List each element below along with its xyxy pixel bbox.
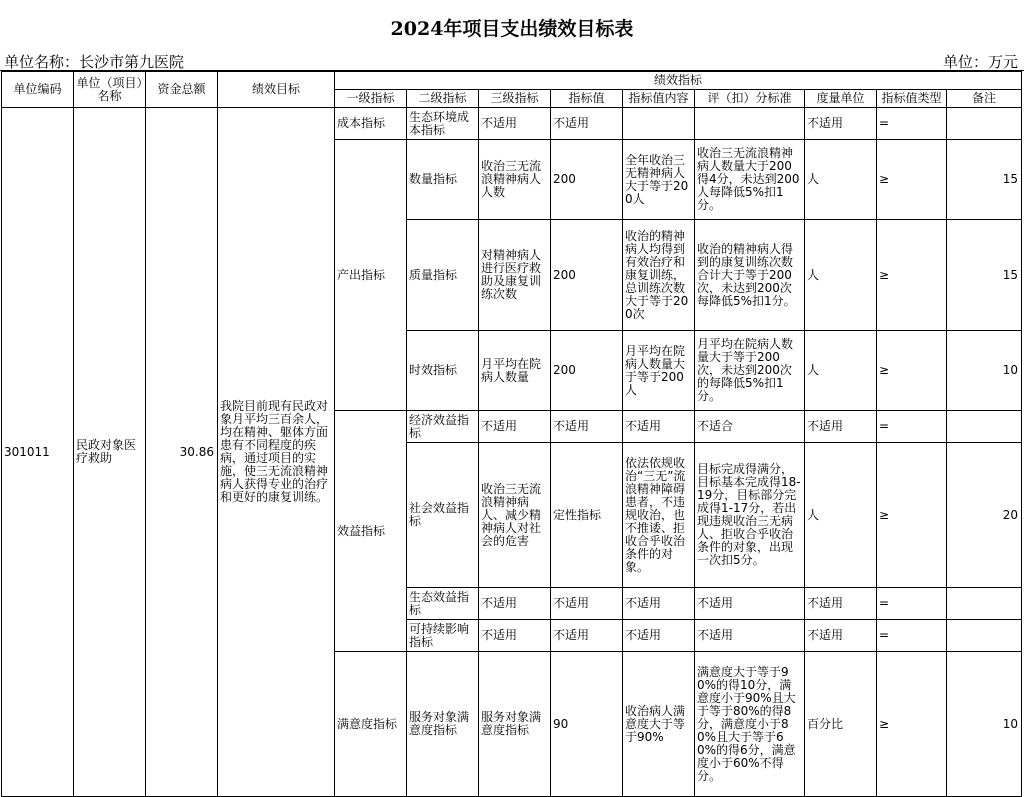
perf-goal-cell: 我院目前现有民政对象月平均三百余人，均在精神、躯体方面患有不同程度的疾病，通过项目的实施，使三无流浪精神病人获得专业的治疗和更好的康复训练。 (218, 108, 335, 797)
level3-cell: 不适用 (479, 588, 551, 620)
header-note: 备注 (947, 90, 1022, 108)
level2-cell: 可持续影响指标 (407, 620, 479, 652)
value-cell: 定性指标 (551, 443, 623, 588)
value-type-cell: ≥ (877, 331, 947, 411)
value-cell: 90 (551, 652, 623, 797)
value-cell: 不适用 (551, 588, 623, 620)
header-row-1 (2, 72, 1022, 90)
value-cell: 不适用 (551, 108, 623, 140)
note-cell: 15 (947, 140, 1022, 220)
level3-cell: 不适用 (479, 108, 551, 140)
measure-unit-cell: 百分比 (805, 652, 877, 797)
level3-cell: 不适用 (479, 620, 551, 652)
content-cell (623, 108, 695, 140)
level3-cell: 不适用 (479, 411, 551, 443)
level2-cell: 经济效益指标 (407, 411, 479, 443)
table-row (2, 108, 1022, 140)
measure-unit-cell: 人 (805, 443, 877, 588)
level2-cell: 服务对象满意度指标 (407, 652, 479, 797)
header-level2: 二级指标 (407, 90, 479, 108)
performance-table (1, 71, 1022, 797)
scoring-cell (695, 108, 805, 140)
header-content: 指标值内容 (623, 90, 695, 108)
measure-unit-cell: 人 (805, 140, 877, 220)
note-cell: 10 (947, 331, 1022, 411)
header-measure-unit: 度量单位 (805, 90, 877, 108)
scoring-cell: 不适合 (695, 411, 805, 443)
value-type-cell: ≥ (877, 652, 947, 797)
value-type-cell: ≥ (877, 140, 947, 220)
header-value: 指标值 (551, 90, 623, 108)
measure-unit-cell: 人 (805, 331, 877, 411)
scoring-cell: 收治三无流浪精神病人数量大于200得4分，未达到200人每降低5%扣1分。 (695, 140, 805, 220)
content-cell: 不适用 (623, 411, 695, 443)
scoring-cell: 收治的精神病人得到的康复训练次数合计大于等于200次，未达到200次每降低5%扣1分。 (695, 220, 805, 331)
value-type-cell: = (877, 588, 947, 620)
header-scoring: 评（扣）分标准 (695, 90, 805, 108)
content-cell: 依法依规收治“三无”流浪精神障碍患者，不违规收治，也不推诿、拒收合乎收治条件的对象。 (623, 443, 695, 588)
content-cell: 不适用 (623, 588, 695, 620)
content-cell: 不适用 (623, 620, 695, 652)
measure-unit-cell: 不适用 (805, 411, 877, 443)
value-cell: 不适用 (551, 620, 623, 652)
level3-cell: 对精神病人进行医疗救助及康复训练次数 (479, 220, 551, 331)
header-level3: 三级指标 (479, 90, 551, 108)
scoring-cell: 满意度大于等于90%的得10分，满意度小于90%且大于等于80%的得8分，满意度小于80%且大于等于60%的得6分，满意度小于60%不得分。 (695, 652, 805, 797)
level2-cell: 数量指标 (407, 140, 479, 220)
level1-benefit: 效益指标 (335, 411, 407, 652)
unit-name: 单位名称：长沙市第九医院 (4, 53, 185, 71)
value-cell: 200 (551, 220, 623, 331)
note-cell: 10 (947, 652, 1022, 797)
header-total-funds: 资金总额 (146, 72, 218, 108)
level2-cell: 时效指标 (407, 331, 479, 411)
measure-unit-cell: 不适用 (805, 588, 877, 620)
total-funds-cell: 30.86 (146, 108, 218, 797)
level3-cell: 收治三无流浪精神病人人数 (479, 140, 551, 220)
header-perf-indicators: 绩效指标 (335, 72, 1022, 90)
scoring-cell: 目标完成得满分，目标基本完成得18-19分，目标部分完成得1-17分，若出现违规收治三无病人、拒收合乎收治条件的对象，出现一次扣5分。 (695, 443, 805, 588)
value-type-cell: ≥ (877, 220, 947, 331)
note-cell (947, 108, 1022, 140)
header-perf-goal: 绩效目标 (218, 72, 335, 108)
content-cell: 收治的精神病人均得到有效治疗和康复训练，总训练次数大于等于200次 (623, 220, 695, 331)
header-value-type: 指标值类型 (877, 90, 947, 108)
value-cell: 不适用 (551, 411, 623, 443)
level1-output: 产出指标 (335, 140, 407, 411)
value-cell: 200 (551, 331, 623, 411)
level2-cell: 质量指标 (407, 220, 479, 331)
level1-cost: 成本指标 (335, 108, 407, 140)
currency-unit: 单位：万元 (942, 53, 1018, 71)
level2-cell: 生态效益指标 (407, 588, 479, 620)
note-cell: 20 (947, 443, 1022, 588)
note-cell (947, 411, 1022, 443)
level3-cell: 服务对象满意度指标 (479, 652, 551, 797)
measure-unit-cell: 人 (805, 220, 877, 331)
content-cell: 全年收治三无精神病人大于等于200人 (623, 140, 695, 220)
page-title: 2024年项目支出绩效目标表 (390, 18, 634, 40)
note-cell (947, 620, 1022, 652)
header-project-name: 单位（项目）名称 (74, 72, 146, 108)
level3-cell: 收治三无流浪精神病人、减少精神病人对社会的危害 (479, 443, 551, 588)
note-cell (947, 588, 1022, 620)
level2-cell: 生态环境成本指标 (407, 108, 479, 140)
level3-cell: 月平均在院病人数量 (479, 331, 551, 411)
value-type-cell: = (877, 108, 947, 140)
value-type-cell: = (877, 411, 947, 443)
value-cell: 200 (551, 140, 623, 220)
value-type-cell: = (877, 620, 947, 652)
header-unit-code: 单位编码 (2, 72, 74, 108)
header-level1: 一级指标 (335, 90, 407, 108)
unit-code-cell: 301011 (2, 108, 74, 797)
content-cell: 月平均在院病人数量大于等于200人 (623, 331, 695, 411)
scoring-cell: 不适用 (695, 588, 805, 620)
scoring-cell: 月平均在院病人数量大于等于200次，未达到200次的每降低5%扣1分。 (695, 331, 805, 411)
content-cell: 收治病人满意度大于等于90% (623, 652, 695, 797)
level2-cell: 社会效益指标 (407, 443, 479, 588)
measure-unit-cell: 不适用 (805, 108, 877, 140)
scoring-cell: 不适用 (695, 620, 805, 652)
project-name-cell: 民政对象医疗救助 (74, 108, 146, 797)
value-type-cell: ≥ (877, 443, 947, 588)
level1-satisfaction: 满意度指标 (335, 652, 407, 797)
measure-unit-cell: 不适用 (805, 620, 877, 652)
note-cell: 15 (947, 220, 1022, 331)
